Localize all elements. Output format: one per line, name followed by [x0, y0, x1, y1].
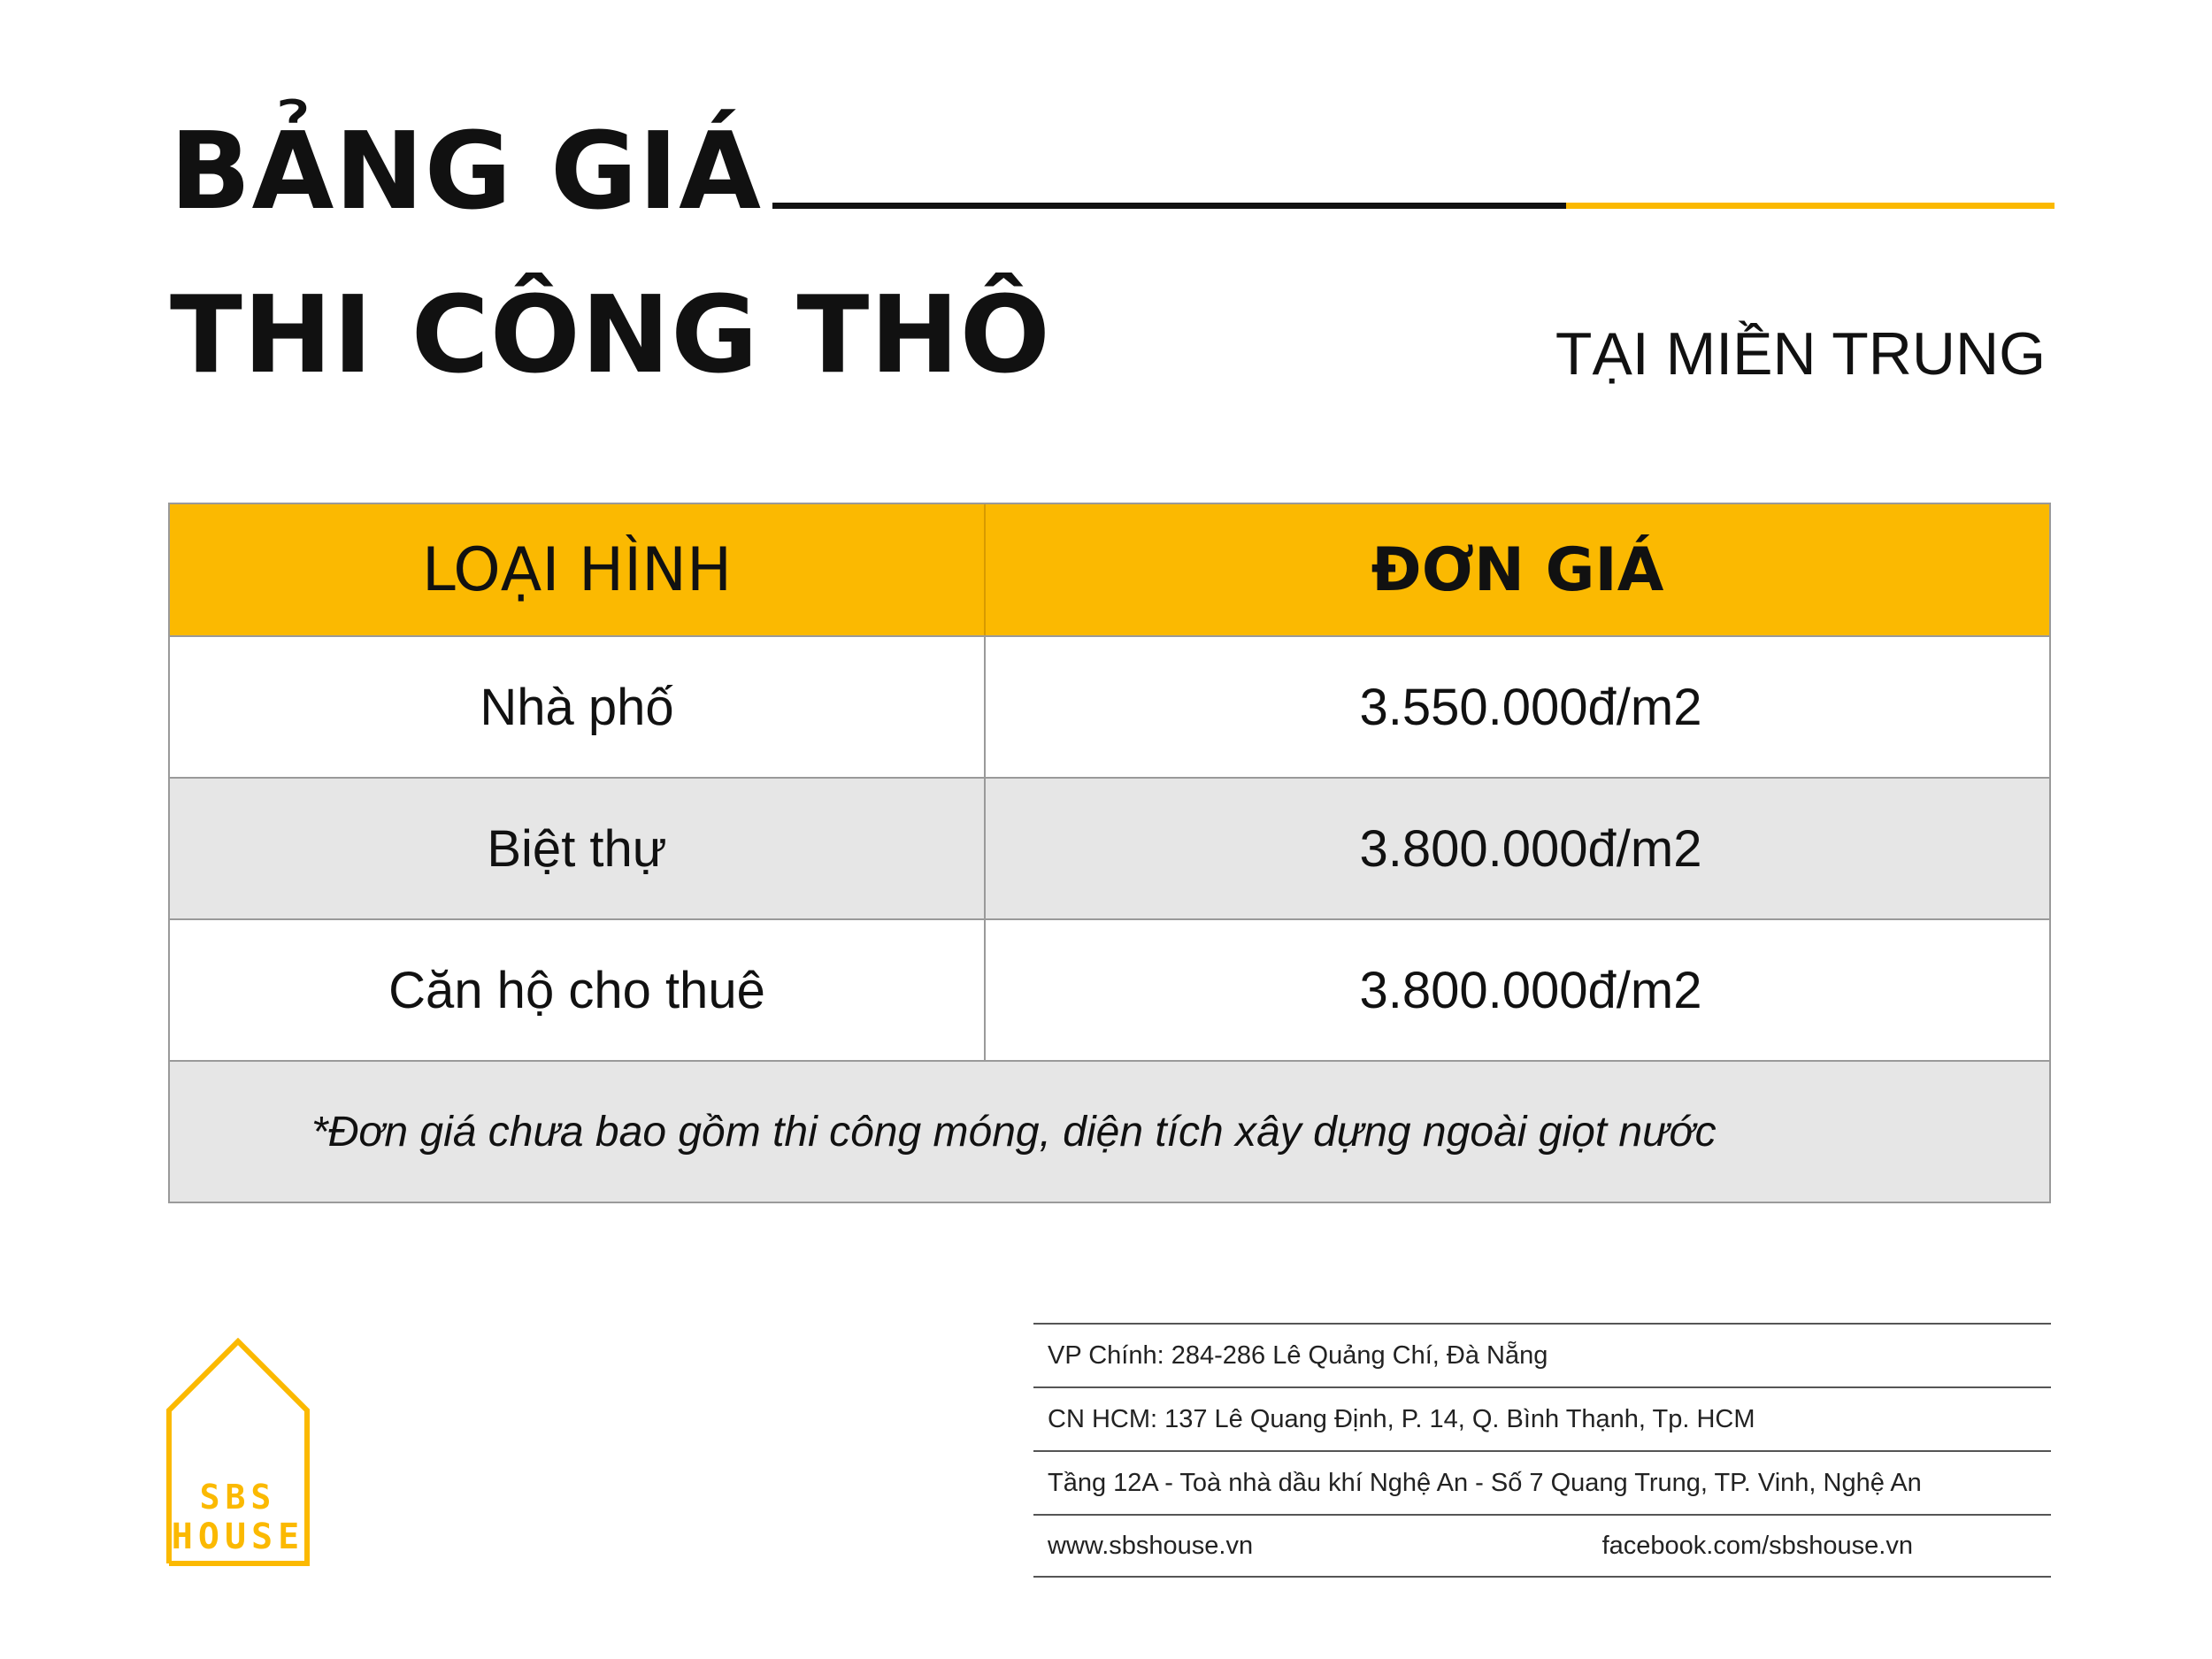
- cell-price: 3.800.000đ/m2: [1359, 961, 1702, 1019]
- hcm-branch-address: CN HCM: 137 Lê Quang Định, P. 14, Q. Bình Thạnh, Tp. HCM: [1048, 1404, 1755, 1433]
- cell-price: 3.800.000đ/m2: [1359, 819, 1702, 878]
- logo-text-sbs: SBS: [199, 1478, 277, 1517]
- logo-text-house: HOUSE: [171, 1517, 305, 1557]
- cell-type: Biệt thự: [170, 779, 986, 918]
- contact-links: [1033, 1514, 2051, 1578]
- subtitle-region: TẠI MIỀN TRUNG: [1555, 320, 2046, 388]
- contact-list: [1033, 1323, 2051, 1578]
- title-rule-black: [772, 203, 1566, 209]
- facebook-link[interactable]: facebook.com/sbshouse.vn: [1601, 1531, 1913, 1560]
- title-line-1: BẢNG GIÁ: [170, 111, 763, 234]
- table-footnote: *Đơn giá chưa bao gồm thi công móng, diện tích xây dựng ngoài giọt nước: [170, 1062, 2049, 1202]
- sbs-house-logo: [166, 1338, 310, 1566]
- cell-type: Căn hộ cho thuê: [170, 920, 986, 1060]
- contact-hcm-branch: [1033, 1386, 2051, 1450]
- website-link[interactable]: www.sbshouse.vn: [1048, 1531, 1254, 1560]
- cell-type: Nhà phố: [170, 637, 986, 777]
- table-row: [170, 779, 2049, 920]
- nghe-an-branch-address: Tầng 12A - Toà nhà dầu khí Nghệ An - Số 7 Quang Trung, TP. Vinh, Nghệ An: [1048, 1468, 1922, 1497]
- column-header-price: ĐƠN GIÁ: [1371, 534, 1664, 605]
- contact-main-office: [1033, 1323, 2051, 1386]
- table-row: [170, 637, 2049, 779]
- price-table: [168, 503, 2051, 1203]
- cell-price: 3.550.000đ/m2: [1359, 678, 1702, 736]
- main-office-address: VP Chính: 284-286 Lê Quảng Chí, Đà Nẵng: [1048, 1340, 1548, 1370]
- table-header-row: [170, 504, 2049, 637]
- contact-nghe-an-branch: [1033, 1450, 2051, 1514]
- title-rule-yellow: [1566, 203, 2055, 209]
- title-line-2: THI CÔNG THÔ: [170, 274, 1051, 397]
- column-header-type: LOẠI HÌNH: [170, 504, 986, 635]
- table-row: [170, 920, 2049, 1062]
